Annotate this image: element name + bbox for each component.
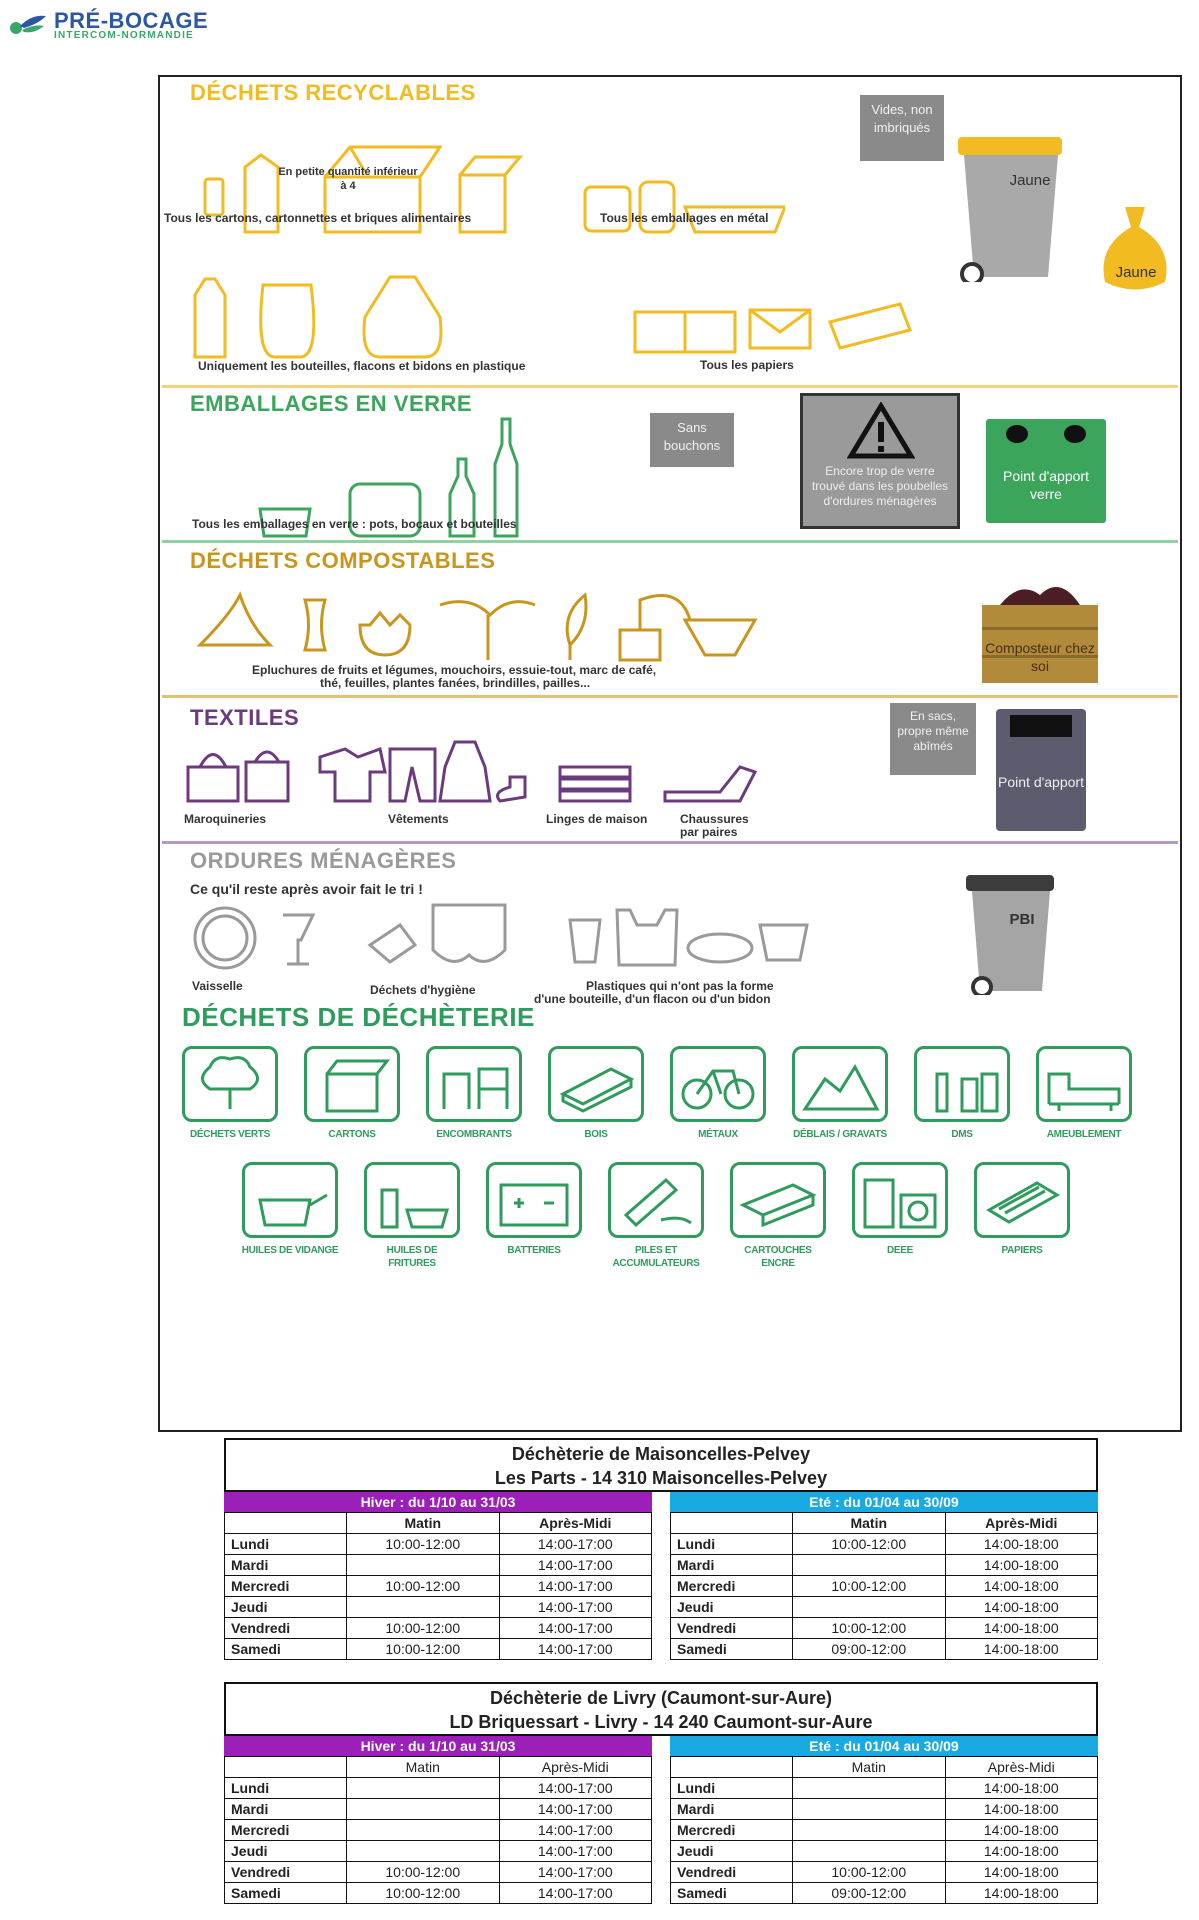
decheterie-item: DMS bbox=[912, 1046, 1012, 1141]
table-row bbox=[671, 1576, 1098, 1597]
vetements-caption: Vêtements bbox=[388, 812, 449, 826]
apres-midi-header: Après-Midi bbox=[945, 1513, 1098, 1534]
linges-caption: Linges de maison bbox=[546, 812, 648, 826]
table-header-row bbox=[225, 1757, 652, 1778]
yellow-bag-icon bbox=[1095, 197, 1175, 297]
decheterie-address: Les Parts - 14 310 Maisoncelles-Pelvey bbox=[494, 1468, 828, 1488]
apres-midi-cell: 14:00-17:00 bbox=[499, 1862, 652, 1883]
apres-midi-cell: 14:00-18:00 bbox=[945, 1820, 1098, 1841]
day-cell: Mercredi bbox=[671, 1576, 793, 1597]
plastic-cup-icon bbox=[570, 920, 600, 962]
season-title: Eté : du 01/04 au 30/09 bbox=[670, 1736, 1098, 1756]
matin-cell bbox=[347, 1597, 500, 1618]
table-row bbox=[225, 1862, 652, 1883]
container-slot-icon bbox=[1010, 715, 1072, 737]
decheterie-item: BOIS bbox=[546, 1046, 646, 1141]
day-cell: Mardi bbox=[671, 1555, 793, 1576]
matin-header: Matin bbox=[347, 1513, 500, 1534]
table-row bbox=[225, 1576, 652, 1597]
schedule-header bbox=[224, 1682, 1098, 1736]
ink-cartridge-icon bbox=[743, 1185, 813, 1225]
ete-schedule bbox=[670, 1492, 1098, 1660]
section-title: DÉCHETS RECYCLABLES bbox=[190, 80, 476, 105]
pallet-icon bbox=[563, 1069, 631, 1111]
leaf-logo-icon bbox=[8, 12, 48, 38]
table-row bbox=[671, 1639, 1098, 1660]
table-row bbox=[671, 1555, 1098, 1576]
ordures-subtitle: Ce qu'il reste après avoir fait le tri ! bbox=[190, 881, 423, 897]
table-row bbox=[225, 1778, 652, 1799]
bed-icon bbox=[1049, 1074, 1119, 1111]
day-cell: Lundi bbox=[225, 1778, 347, 1799]
apres-midi-cell: 14:00-17:00 bbox=[499, 1639, 652, 1660]
glass-container bbox=[986, 419, 1106, 523]
apres-midi-cell: 14:00-18:00 bbox=[945, 1799, 1098, 1820]
glass-container-label: Point d'apport verre bbox=[1003, 468, 1089, 502]
bowl-icon bbox=[685, 620, 755, 655]
table-row bbox=[671, 1883, 1098, 1904]
blank-header-cell bbox=[671, 1757, 793, 1778]
batteries-cells-icon bbox=[626, 1180, 691, 1225]
plastic-bag-icon bbox=[617, 910, 677, 965]
ordures-illustrations bbox=[185, 900, 825, 980]
hours-table bbox=[670, 1512, 1098, 1660]
handbag-icon bbox=[188, 755, 238, 802]
decheterie-name: Déchèterie de Livry (Caumont-sur-Aure) bbox=[489, 1688, 833, 1708]
matin-cell: 10:00-12:00 bbox=[347, 1576, 500, 1597]
table-row bbox=[225, 1841, 652, 1862]
matin-cell bbox=[793, 1555, 946, 1576]
plastic-tray-icon bbox=[688, 934, 752, 962]
apres-midi-cell: 14:00-18:00 bbox=[945, 1778, 1098, 1799]
table-row bbox=[671, 1778, 1098, 1799]
table-header-row bbox=[225, 1513, 652, 1534]
cartons-caption: Tous les cartons, cartonnettes et briques alimentaires bbox=[164, 211, 472, 225]
plastiques-caption-line1: Plastiques qui n'ont pas la forme bbox=[586, 979, 774, 993]
decheterie-item: MÉTAUX bbox=[668, 1046, 768, 1141]
verre-note: Sans bouchons bbox=[650, 413, 734, 467]
carton-icon bbox=[327, 1061, 387, 1111]
matin-cell bbox=[347, 1778, 500, 1799]
section-title: TEXTILES bbox=[190, 705, 300, 730]
leaf-icon bbox=[567, 595, 586, 660]
matin-cell bbox=[347, 1841, 500, 1862]
apres-midi-header: Après-Midi bbox=[499, 1757, 652, 1778]
matin-cell: 09:00-12:00 bbox=[793, 1639, 946, 1660]
table-row bbox=[671, 1862, 1098, 1883]
matin-cell: 10:00-12:00 bbox=[347, 1883, 500, 1904]
blank-header-cell bbox=[225, 1513, 347, 1534]
matin-cell bbox=[793, 1778, 946, 1799]
textiles-note: En sacs, propre même abîmés bbox=[890, 703, 976, 775]
apres-midi-cell: 14:00-17:00 bbox=[499, 1618, 652, 1639]
table-row bbox=[225, 1820, 652, 1841]
day-cell: Vendredi bbox=[225, 1862, 347, 1883]
day-cell: Lundi bbox=[671, 1534, 793, 1555]
day-cell: Mardi bbox=[225, 1555, 347, 1576]
sock-icon bbox=[498, 777, 525, 801]
table-row bbox=[225, 1597, 652, 1618]
section-title: EMBALLAGES EN VERRE bbox=[190, 391, 473, 416]
apres-midi-cell: 14:00-18:00 bbox=[945, 1555, 1098, 1576]
matin-cell: 10:00-12:00 bbox=[793, 1534, 946, 1555]
plastiques-caption-line2: d'une bouteille, d'un flacon ou d'un bidon bbox=[534, 992, 771, 1006]
furniture-bulk-icon bbox=[444, 1069, 507, 1109]
table-row bbox=[225, 1555, 652, 1576]
recyclables-illustrations bbox=[165, 117, 785, 377]
tree-icon bbox=[203, 1058, 258, 1109]
day-cell: Samedi bbox=[671, 1883, 793, 1904]
yellow-bin-label: Jaune bbox=[1009, 172, 1051, 189]
matin-cell: 09:00-12:00 bbox=[793, 1883, 946, 1904]
compost-caption-line1: Epluchures de fruits et légumes, mouchoirs, essuie-tout, marc de café, bbox=[252, 663, 657, 677]
apres-midi-cell: 14:00-18:00 bbox=[945, 1639, 1098, 1660]
decheterie-item: HUILES DE VIDANGE bbox=[240, 1162, 340, 1257]
decheterie-item: DÉBLAIS / GRAVATS bbox=[790, 1046, 890, 1141]
battery-icon bbox=[501, 1185, 567, 1225]
wilted-flower-icon bbox=[440, 602, 535, 660]
day-cell: Jeudi bbox=[225, 1597, 347, 1618]
apres-midi-cell: 14:00-17:00 bbox=[499, 1597, 652, 1618]
apres-midi-cell: 14:00-17:00 bbox=[499, 1555, 652, 1576]
matin-cell: 10:00-12:00 bbox=[347, 1618, 500, 1639]
maroquinerie-caption: Maroquineries bbox=[184, 812, 267, 826]
apres-midi-cell: 14:00-18:00 bbox=[945, 1597, 1098, 1618]
table-row bbox=[671, 1534, 1098, 1555]
table-row bbox=[225, 1883, 652, 1904]
decheterie-item: ENCOMBRANTS bbox=[424, 1046, 524, 1141]
table-row bbox=[225, 1639, 652, 1660]
matin-cell: 10:00-12:00 bbox=[347, 1862, 500, 1883]
hours-table bbox=[670, 1756, 1098, 1904]
apres-midi-cell: 14:00-17:00 bbox=[499, 1841, 652, 1862]
hiver-schedule bbox=[224, 1492, 652, 1660]
matin-cell bbox=[793, 1799, 946, 1820]
textile-container bbox=[996, 709, 1086, 831]
apres-midi-cell: 14:00-18:00 bbox=[945, 1883, 1098, 1904]
metal-caption: Tous les emballages en métal bbox=[600, 211, 769, 225]
apres-midi-cell: 14:00-17:00 bbox=[499, 1534, 652, 1555]
apres-midi-cell: 14:00-17:00 bbox=[499, 1799, 652, 1820]
shoe-icon bbox=[665, 767, 755, 801]
backpack-icon bbox=[246, 752, 288, 801]
chemicals-icon bbox=[937, 1074, 997, 1111]
decheterie-item: CARTOUCHES ENCRE bbox=[728, 1162, 828, 1270]
day-cell: Mardi bbox=[671, 1799, 793, 1820]
matin-cell bbox=[793, 1841, 946, 1862]
verre-warning-box bbox=[800, 393, 960, 529]
linen-icon bbox=[560, 767, 630, 801]
blank-header-cell bbox=[225, 1757, 347, 1778]
hiver-schedule bbox=[224, 1736, 652, 1904]
day-cell: Mercredi bbox=[225, 1820, 347, 1841]
tea-bag-icon bbox=[620, 596, 690, 661]
decheterie-item: PAPIERS bbox=[972, 1162, 1072, 1257]
table-header-row bbox=[671, 1513, 1098, 1534]
decheterie-item: BATTERIES bbox=[484, 1162, 584, 1257]
blank-header-cell bbox=[671, 1513, 793, 1534]
diaper-icon bbox=[433, 905, 505, 961]
divider bbox=[162, 695, 1178, 698]
wine-glass-icon bbox=[283, 915, 313, 964]
decheterie-address: LD Briquessart - Livry - 14 240 Caumont-sur-Aure bbox=[449, 1712, 873, 1732]
yogurt-pot-icon bbox=[760, 925, 807, 960]
plastic-bottle-icon bbox=[195, 279, 225, 357]
apres-midi-cell: 14:00-17:00 bbox=[499, 1778, 652, 1799]
small-quantity-caption: En petite quantité inférieur à 4 bbox=[278, 166, 418, 192]
apres-midi-cell: 14:00-18:00 bbox=[945, 1576, 1098, 1597]
decheterie-item: AMEUBLEMENT bbox=[1034, 1046, 1134, 1141]
matin-header: Matin bbox=[793, 1513, 946, 1534]
apres-midi-cell: 14:00-17:00 bbox=[499, 1820, 652, 1841]
newspaper-icon bbox=[830, 304, 910, 348]
book-icon bbox=[635, 312, 735, 352]
papers-icon bbox=[989, 1183, 1057, 1222]
day-cell: Samedi bbox=[225, 1639, 347, 1660]
plastic-caption: Uniquement les bouteilles, flacons et bidons en plastique bbox=[198, 359, 526, 373]
appliances-icon bbox=[865, 1180, 893, 1227]
season-title: Eté : du 01/04 au 30/09 bbox=[670, 1492, 1098, 1512]
matin-cell bbox=[347, 1820, 500, 1841]
chaussures-caption: Chaussures par paires bbox=[680, 812, 749, 839]
season-title: Hiver : du 1/10 au 31/03 bbox=[224, 1492, 652, 1512]
day-cell: Mardi bbox=[225, 1799, 347, 1820]
ete-schedule bbox=[670, 1736, 1098, 1904]
verre-warning-text: Encore trop de verre trouvé dans les poubelles d'ordures ménagères bbox=[811, 464, 949, 508]
apres-midi-cell: 14:00-18:00 bbox=[945, 1534, 1098, 1555]
divider bbox=[162, 841, 1178, 844]
day-cell: Samedi bbox=[671, 1639, 793, 1660]
day-cell: Vendredi bbox=[671, 1862, 793, 1883]
day-cell: Lundi bbox=[671, 1778, 793, 1799]
decheterie-item: HUILES DE FRITURES bbox=[362, 1162, 462, 1270]
egg-shell-icon bbox=[360, 613, 410, 655]
matin-header: Matin bbox=[347, 1757, 500, 1778]
day-cell: Jeudi bbox=[671, 1597, 793, 1618]
decheterie-item: PILES ET ACCUMULATEURS bbox=[606, 1162, 706, 1270]
apres-midi-header: Après-Midi bbox=[499, 1513, 652, 1534]
composter-label: Composteur chez soi bbox=[985, 640, 1095, 674]
paper-caption: Tous les papiers bbox=[700, 358, 794, 372]
matin-cell bbox=[347, 1555, 500, 1576]
table-row bbox=[225, 1534, 652, 1555]
section-compost bbox=[160, 545, 1180, 695]
apple-core-icon bbox=[305, 600, 325, 650]
section-title: DÉCHETS DE DÉCHÈTERIE bbox=[182, 1002, 535, 1032]
jar-icon bbox=[261, 285, 314, 357]
apres-midi-cell: 14:00-18:00 bbox=[945, 1841, 1098, 1862]
decheterie-name: Déchèterie de Maisoncelles-Pelvey bbox=[511, 1444, 811, 1464]
warning-icon bbox=[847, 402, 915, 460]
table-row bbox=[671, 1820, 1098, 1841]
tissue-icon bbox=[370, 925, 415, 962]
jug-icon bbox=[364, 277, 441, 357]
section-decheterie bbox=[160, 1002, 1180, 1432]
table-row bbox=[225, 1799, 652, 1820]
apres-midi-cell: 14:00-18:00 bbox=[945, 1862, 1098, 1883]
rubble-icon bbox=[805, 1067, 877, 1109]
section-title: ORDURES MÉNAGÈRES bbox=[190, 848, 457, 873]
divider bbox=[162, 385, 1178, 388]
yellow-bin-icon bbox=[950, 137, 1065, 282]
table-row bbox=[671, 1618, 1098, 1639]
apres-midi-cell: 14:00-18:00 bbox=[945, 1618, 1098, 1639]
day-cell: Samedi bbox=[225, 1883, 347, 1904]
paper-icons bbox=[740, 292, 920, 352]
matin-cell: 10:00-12:00 bbox=[347, 1534, 500, 1555]
season-title: Hiver : du 1/10 au 31/03 bbox=[224, 1736, 652, 1756]
textile-container-label: Point d'apport bbox=[998, 774, 1084, 790]
glass-slot-icon bbox=[1064, 425, 1086, 443]
hours-table bbox=[224, 1512, 652, 1660]
matin-cell: 10:00-12:00 bbox=[793, 1618, 946, 1639]
day-cell: Lundi bbox=[225, 1534, 347, 1555]
table-row bbox=[671, 1799, 1098, 1820]
apres-midi-cell: 14:00-17:00 bbox=[499, 1576, 652, 1597]
grey-bin-icon bbox=[960, 875, 1060, 995]
matin-header: Matin bbox=[793, 1757, 946, 1778]
apres-midi-header: Après-Midi bbox=[945, 1757, 1098, 1778]
vaisselle-caption: Vaisselle bbox=[192, 979, 243, 993]
matin-cell: 10:00-12:00 bbox=[347, 1639, 500, 1660]
hours-table bbox=[224, 1756, 652, 1904]
logo-name: PRÉ-BOCAGE bbox=[54, 8, 209, 33]
yellow-bag-label: Jaune bbox=[1115, 264, 1157, 281]
section-ordures bbox=[160, 845, 1180, 1010]
matin-cell: 10:00-12:00 bbox=[793, 1862, 946, 1883]
day-cell: Mercredi bbox=[225, 1576, 347, 1597]
banana-peel-icon bbox=[200, 595, 270, 645]
verre-caption: Tous les emballages en verre : pots, bocaux et bouteilles bbox=[192, 517, 517, 531]
matin-cell bbox=[793, 1820, 946, 1841]
day-cell: Mercredi bbox=[671, 1820, 793, 1841]
decheterie-item: DÉCHETS VERTS bbox=[180, 1046, 280, 1141]
tshirt-icon bbox=[320, 749, 385, 801]
recyclables-note: Vides, non imbriqués bbox=[860, 95, 944, 161]
glass-slot-icon bbox=[1006, 425, 1028, 443]
compost-caption-line2: thé, feuilles, plantes fanées, brindilles, pailles... bbox=[320, 676, 591, 690]
section-title: DÉCHETS COMPOSTABLES bbox=[190, 548, 496, 573]
dress-icon bbox=[440, 742, 490, 801]
section-textiles bbox=[160, 699, 1180, 842]
trousers-icon bbox=[390, 749, 435, 801]
sorting-poster bbox=[158, 75, 1182, 1432]
day-cell: Jeudi bbox=[671, 1841, 793, 1862]
section-recyclables bbox=[160, 77, 1180, 387]
compost-illustrations bbox=[190, 585, 760, 665]
oil-can-icon bbox=[260, 1195, 327, 1225]
decheterie-item: CARTONS bbox=[302, 1046, 402, 1141]
frying-oil-icon bbox=[382, 1190, 447, 1227]
matin-cell bbox=[793, 1597, 946, 1618]
matin-cell: 10:00-12:00 bbox=[793, 1576, 946, 1597]
table-row bbox=[671, 1597, 1098, 1618]
can-icon bbox=[205, 179, 223, 215]
table-row bbox=[671, 1841, 1098, 1862]
day-cell: Vendredi bbox=[225, 1618, 347, 1639]
matin-cell bbox=[347, 1799, 500, 1820]
day-cell: Jeudi bbox=[225, 1841, 347, 1862]
schedule-header bbox=[224, 1438, 1098, 1492]
logo-subtitle: INTERCOM-NORMANDIE bbox=[54, 30, 194, 41]
apres-midi-cell: 14:00-17:00 bbox=[499, 1883, 652, 1904]
textile-illustrations bbox=[180, 737, 760, 807]
day-cell: Vendredi bbox=[671, 1618, 793, 1639]
hygiene-caption: Déchets d'hygiène bbox=[370, 983, 476, 997]
table-header-row bbox=[671, 1757, 1098, 1778]
table-row bbox=[225, 1618, 652, 1639]
divider bbox=[162, 540, 1178, 543]
decheterie-item: DEEE bbox=[850, 1162, 950, 1257]
grey-bin-label: PBI bbox=[1009, 911, 1035, 928]
